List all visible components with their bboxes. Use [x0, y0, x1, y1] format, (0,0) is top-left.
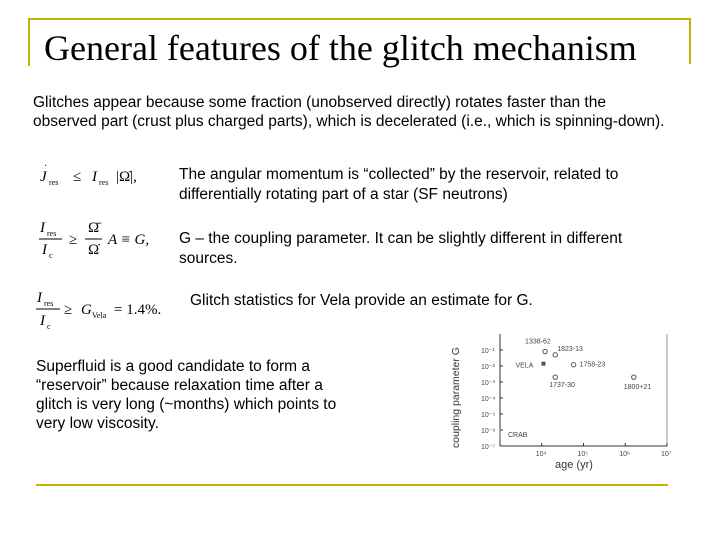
eq1-lhs-sub: res [49, 178, 59, 187]
eq3-g-sub: Vela [92, 311, 107, 320]
chart-y-tick-label: 10⁻³ [481, 380, 495, 387]
eq1-rhs: I [92, 169, 97, 185]
eq1-rel: ≤ [73, 169, 82, 185]
chart-y-tick-label: 10⁻⁶ [481, 428, 496, 435]
chart-point-label: CRAB [508, 431, 528, 439]
chart-y-axis-label: coupling parameter G [450, 347, 462, 448]
superfluid-paragraph: Superfluid is a good candidate to form a “reservoir” because relaxation time after a glitch is very long (~months) which points to very low viscosity. [36, 358, 337, 432]
frame-top-rule [28, 18, 691, 20]
eq2-rhs: A ≡ G, [108, 232, 150, 248]
chart-point-label: 1758-23 [579, 361, 606, 369]
eq2-num-sub: res [47, 229, 57, 238]
coupling-parameter-chart [442, 318, 687, 472]
chart-point-1823-13 [553, 353, 557, 357]
eq3-rel: ≥ [64, 302, 73, 318]
eq3-den-sub: c [47, 322, 51, 331]
eq3-num-sub: res [44, 299, 54, 308]
chart-x-tick-label: 10⁵ [577, 451, 589, 458]
eq1-lhs: J [40, 169, 47, 185]
frame-bottom-rule [36, 484, 668, 486]
eq2-den-sub: c [49, 251, 53, 260]
chart-point-1758-23 [571, 363, 575, 367]
chart-point-label: 1338-62 [525, 338, 551, 346]
eq2-frac2-num: Ω̄ [88, 220, 100, 236]
eq3-g: G [81, 302, 92, 318]
eq2-frac2-den: Ω̇ [88, 242, 100, 258]
slide-title: General features of the glitch mechanism [44, 28, 637, 68]
chart-x-tick-label: 10⁴ [535, 451, 547, 458]
chart-y-tick-label: 10⁻⁷ [481, 444, 496, 451]
intro-paragraph: Glitches appear because some fraction (unobserved directly) rotates faster than the observed part (crust plus charged parts), which is decelerated (i.e., which is spinning-down). [33, 94, 665, 130]
chart-point-vela [541, 362, 545, 366]
chart-y-tick-label: 10⁻⁵ [481, 412, 496, 419]
chart-point-label: 1737-30 [549, 382, 575, 390]
frame-right-rule [689, 18, 691, 64]
bullet-coupling-parameter: G – the coupling parameter. It can be slightly different in different sources. [179, 230, 623, 267]
eq2-den: I [42, 242, 47, 258]
bullet-glitch-statistics: Glitch statistics for Vela provide an estimate for G. [190, 292, 533, 309]
chart-point-1737-30 [553, 375, 557, 379]
chart-point-label: 1800+21 [623, 384, 652, 392]
chart-point-1800+21 [632, 375, 636, 379]
equation-vela-estimate [34, 286, 174, 332]
eq3-num: I [37, 290, 42, 306]
chart-point-1338-62 [543, 349, 547, 353]
chart-point-label: VELA [515, 362, 534, 370]
chart-y-tick-label: 10⁻⁴ [481, 396, 496, 403]
eq2-rel: ≥ [69, 232, 78, 248]
eq2-num: I [40, 220, 45, 236]
chart-y-tick-label: 10⁻¹ [481, 348, 495, 355]
eq1-rhs-sub: res [99, 178, 109, 187]
chart-x-tick-label: 10⁷ [661, 451, 672, 458]
eq1-rhs-tail: |Ω̇|, [116, 169, 137, 185]
eq3-rhs: = 1.4%. [114, 302, 162, 318]
bullet-angular-momentum: The angular momentum is “collected” by the reservoir, related to differentially rotating part of a star (SF neutrons) [179, 166, 619, 203]
equation-reservoir-momentum [36, 160, 166, 192]
chart-y-tick-label: 10⁻² [481, 364, 495, 371]
eq1-dot: · [44, 161, 48, 172]
eq3-den: I [40, 313, 45, 329]
frame-left-rule [28, 18, 30, 66]
chart-point-label: 1823-13 [557, 345, 583, 353]
chart-x-axis-label: age (yr) [555, 459, 593, 471]
chart-x-tick-label: 10⁶ [619, 451, 630, 458]
equation-coupling-parameter [36, 214, 166, 264]
